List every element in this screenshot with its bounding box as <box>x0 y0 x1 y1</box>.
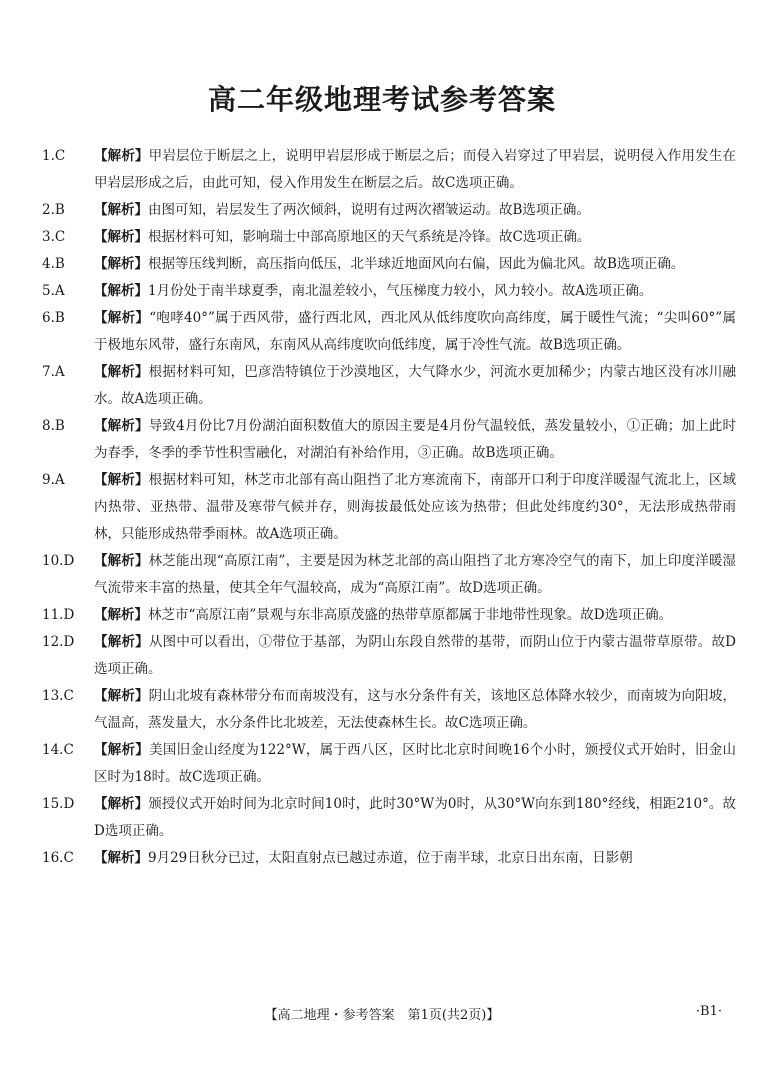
question-number: 9. <box>42 472 55 488</box>
analysis-tag: 【解析】 <box>94 202 148 218</box>
answer-number <box>42 413 94 467</box>
question-number: 3. <box>42 229 55 245</box>
answer-letter: D <box>63 607 75 623</box>
answer-number <box>42 359 94 413</box>
answer-item <box>42 602 736 629</box>
answer-number <box>42 629 94 683</box>
answer-explanation <box>94 737 736 791</box>
answer-item <box>42 683 736 737</box>
question-number: 13. <box>42 688 64 704</box>
page-footer: 【高二地理・参考答案 第1页(共2页)】 <box>264 1008 500 1023</box>
page-title: 高二年级地理考试参考答案 <box>207 83 556 116</box>
explanation-text: 根据材料可知，影响瑞士中部高原地区的天气系统是冷锋。故C选项正确。 <box>148 229 591 245</box>
answer-explanation <box>94 845 736 872</box>
answer-letter: C <box>63 742 74 758</box>
question-number: 15. <box>42 796 64 812</box>
analysis-tag: 【解析】 <box>94 553 149 569</box>
explanation-text: 由图可知，岩层发生了两次倾斜，说明有过两次褶皱运动。故B选项正确。 <box>148 202 590 218</box>
answer-letter: D <box>63 634 75 650</box>
answer-number <box>42 737 94 791</box>
question-number: 4. <box>42 256 55 272</box>
answer-item <box>42 548 736 602</box>
answer-number <box>42 197 94 224</box>
answer-item <box>42 278 736 305</box>
answer-item <box>42 791 736 845</box>
question-number: 2. <box>42 202 55 218</box>
answer-number <box>42 602 94 629</box>
answer-letter: B <box>54 202 65 218</box>
explanation-text: 1月份处于南半球夏季，南北温差较小，气压梯度力较小，风力较小。故A选项正确。 <box>148 283 653 299</box>
answer-explanation <box>94 251 736 278</box>
explanation-text: 美国旧金山经度为122°W，属于西八区，区时比北京时间晚16个小时，颁授仪式开始时，旧金山区时为18时。故C选项正确。 <box>94 742 736 785</box>
answer-explanation <box>94 683 736 737</box>
analysis-tag: 【解析】 <box>94 742 150 758</box>
answer-list <box>42 143 736 872</box>
answer-letter: D <box>63 553 75 569</box>
answer-number <box>42 683 94 737</box>
explanation-text: 根据材料可知，巴彦浩特镇位于沙漠地区，大气降水少，河流水更加稀少；内蒙古地区没有冰川融水。故A选项正确。 <box>94 364 737 407</box>
page-code: ·B1· <box>695 1004 722 1019</box>
explanation-text: 阴山北坡有森林带分布而南坡没有，这与水分条件有关，该地区总体降水较少，而南坡为向阳坡，气温高，蒸发量大，水分条件比北坡差，无法使森林生长。故C选项正确。 <box>94 688 737 731</box>
answer-letter: B <box>54 310 65 326</box>
answer-explanation <box>94 197 736 224</box>
answer-explanation <box>94 791 736 845</box>
answer-item <box>42 737 736 791</box>
answer-number <box>42 305 94 359</box>
question-number: 11. <box>42 607 64 623</box>
answer-explanation <box>94 143 736 197</box>
answer-explanation <box>94 305 736 359</box>
answer-item <box>42 251 736 278</box>
answer-number <box>42 143 94 197</box>
explanation-text: 从图中可以看出，①带位于基部，为阴山东段自然带的基带，而阴山位于内蒙古温带草原带。故D选项正确。 <box>94 634 737 677</box>
analysis-tag: 【解析】 <box>94 634 149 650</box>
explanation-text: 甲岩层位于断层之上，说明甲岩层形成于断层之后；而侵入岩穿过了甲岩层，说明侵入作用发生在甲岩层形成之后，由此可知，侵入作用发生在断层之后。故C选项正确。 <box>94 148 737 191</box>
answer-number <box>42 224 94 251</box>
analysis-tag: 【解析】 <box>94 256 148 272</box>
answer-explanation <box>94 413 736 467</box>
question-number: 8. <box>42 418 55 434</box>
answer-letter: C <box>63 850 74 866</box>
answer-item <box>42 467 736 548</box>
answer-item <box>42 197 736 224</box>
answer-letter: C <box>54 229 66 245</box>
analysis-tag: 【解析】 <box>94 148 149 164</box>
answer-number <box>42 467 94 548</box>
answer-explanation <box>94 278 736 305</box>
analysis-tag: 【解析】 <box>94 418 149 434</box>
question-number: 6. <box>42 310 55 326</box>
question-number: 12. <box>42 634 64 650</box>
analysis-tag: 【解析】 <box>94 283 148 299</box>
explanation-text: 导致4月份比7月份湖泊面积数值大的原因主要是4月份气温较低，蒸发量较小，①正确；加上此时为春季，冬季的季节性积雪融化，对湖泊有补给作用，③正确。故B选项正确。 <box>94 418 736 461</box>
answer-letter: B <box>54 256 65 272</box>
answer-letter: A <box>54 283 65 299</box>
analysis-tag: 【解析】 <box>94 310 150 326</box>
question-number: 1. <box>42 148 55 164</box>
answer-number <box>42 548 94 602</box>
analysis-tag: 【解析】 <box>94 229 148 245</box>
explanation-text: 林芝能出现“高原江南”，主要是因为林芝北部的高山阻挡了北方寒冷空气的南下，加上印度洋暖湿气流带来丰富的热量，使其全年气温较高，成为“高原江南”。故D选项正确。 <box>94 553 737 596</box>
analysis-tag: 【解析】 <box>94 607 148 623</box>
answer-explanation <box>94 224 736 251</box>
answer-explanation <box>94 602 736 629</box>
answer-item <box>42 629 736 683</box>
answer-explanation <box>94 359 736 413</box>
answer-item <box>42 413 736 467</box>
question-number: 5. <box>42 283 55 299</box>
analysis-tag: 【解析】 <box>94 364 149 380</box>
answer-letter: C <box>63 688 74 704</box>
explanation-text: 颁授仪式开始时间为北京时间10时，此时30°W为0时，从30°W向东到180°经线，相距210°。故D选项正确。 <box>94 796 736 839</box>
analysis-tag: 【解析】 <box>94 850 148 866</box>
answer-item <box>42 224 736 251</box>
analysis-tag: 【解析】 <box>94 472 149 488</box>
answer-item <box>42 305 736 359</box>
answer-explanation <box>94 548 736 602</box>
explanation-text: 根据等压线判断，高压指向低压，北半球近地面风向右偏，因此为偏北风。故B选项正确。 <box>148 256 685 272</box>
explanation-text: 9月29日秋分已过，太阳直射点已越过赤道，位于南半球，北京日出东南，日影朝 <box>148 850 633 866</box>
answer-letter: B <box>54 418 65 434</box>
analysis-tag: 【解析】 <box>94 796 149 812</box>
answer-letter: A <box>54 364 65 380</box>
answer-item <box>42 359 736 413</box>
answer-explanation <box>94 467 736 548</box>
answer-number <box>42 251 94 278</box>
question-number: 7. <box>42 364 55 380</box>
answer-number <box>42 791 94 845</box>
answer-number <box>42 845 94 872</box>
analysis-tag: 【解析】 <box>94 688 149 704</box>
explanation-text: 林芝市“高原江南”景观与东非高原茂盛的热带草原都属于非地带性现象。故D选项正确。 <box>148 607 673 623</box>
answer-explanation <box>94 629 736 683</box>
question-number: 10. <box>42 553 64 569</box>
answer-letter: A <box>54 472 65 488</box>
explanation-text: 根据材料可知，林芝市北部有高山阻挡了北方寒流南下，南部开口利于印度洋暖湿气流北上，区域内热带、亚热带、温带及寒带气候并存，则海拔最低处应该为热带；但此处纬度约30°，无法形成热带雨林，只能形成热带季雨林。故A选项正确。 <box>94 472 737 542</box>
answer-item <box>42 143 736 197</box>
answer-letter: C <box>54 148 66 164</box>
answer-item <box>42 845 736 872</box>
question-number: 14. <box>42 742 64 758</box>
explanation-text: “咆哮40°”属于西风带，盛行西北风，西北风从低纬度吹向高纬度，属于暖性气流；“尖叫60°”属于极地东风带，盛行东南风，东南风从高纬度吹向低纬度，属于冷性气流。故B选项正确。 <box>94 310 736 353</box>
answer-letter: D <box>63 796 75 812</box>
answer-number <box>42 278 94 305</box>
question-number: 16. <box>42 850 64 866</box>
